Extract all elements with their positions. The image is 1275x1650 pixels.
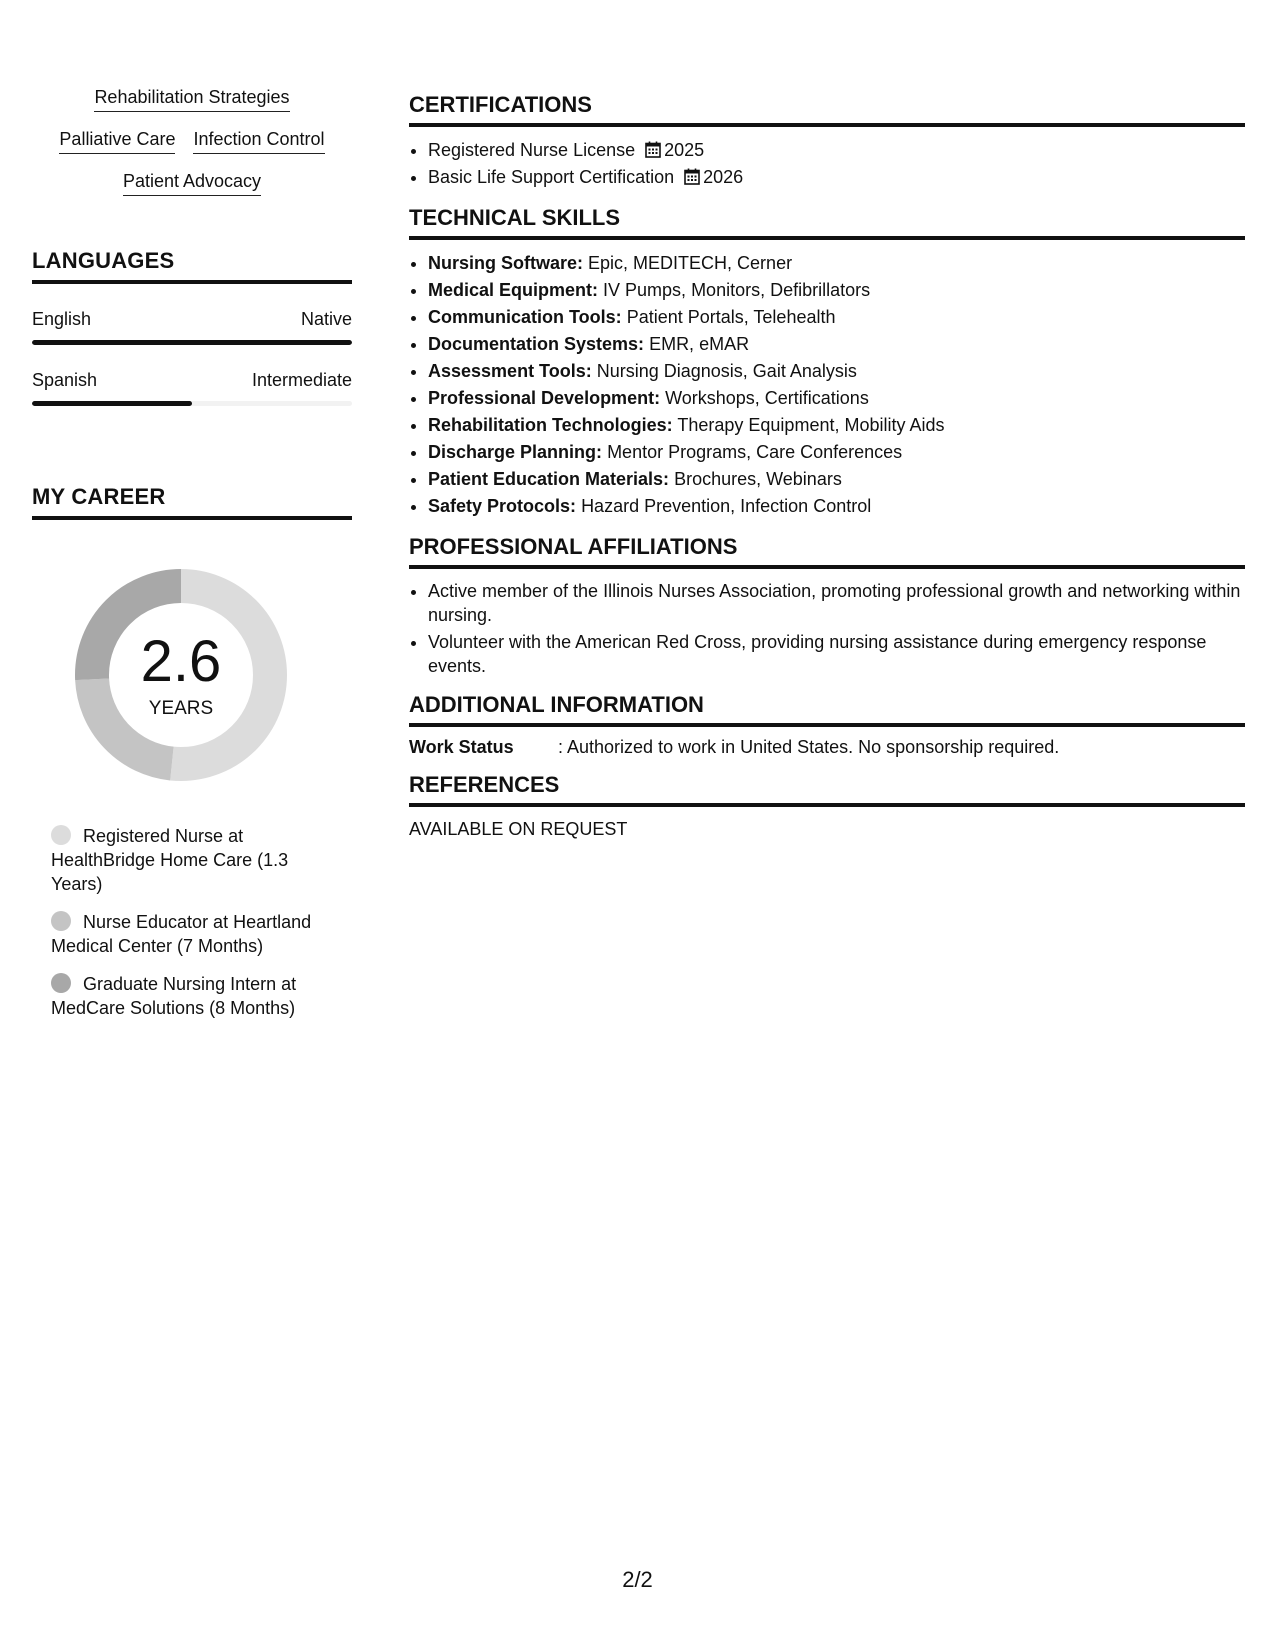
skill-item bbox=[428, 358, 1245, 385]
skill-value: EMR, eMAR bbox=[649, 334, 750, 354]
work-status-value: : Authorized to work in United States. No sponsorship required. bbox=[558, 737, 1060, 757]
certifications-heading: CERTIFICATIONS bbox=[409, 92, 1245, 127]
certification-item bbox=[428, 137, 1245, 164]
skill-key: Nursing Software: bbox=[428, 253, 584, 273]
skill-tag: Palliative Care bbox=[59, 128, 175, 154]
references-text: AVAILABLE ON REQUEST bbox=[409, 819, 628, 839]
skill-item bbox=[428, 412, 1245, 439]
language-level: Native bbox=[300, 309, 352, 329]
career-legend-label: Graduate Nursing Intern at MedCare Solutions (8 Months) bbox=[51, 974, 297, 1018]
skill-key: Safety Protocols: bbox=[428, 496, 577, 516]
calendar-icon bbox=[645, 141, 661, 158]
skill-item bbox=[428, 439, 1245, 466]
skill-key: Medical Equipment: bbox=[428, 280, 599, 300]
skill-value: Hazard Prevention, Infection Control bbox=[581, 496, 872, 516]
affiliation-item: • Volunteer with the American Red Cross, providing nursing assistance during emergency response events. bbox=[428, 630, 1245, 678]
skill-value: Workshops, Certifications bbox=[665, 388, 869, 408]
career-unit: YEARS bbox=[148, 698, 214, 719]
calendar-icon bbox=[684, 168, 700, 185]
languages-heading: LANGUAGES bbox=[32, 248, 352, 284]
language-bar bbox=[32, 340, 352, 345]
certification-year: 2026 bbox=[703, 167, 744, 187]
left-column bbox=[32, 80, 352, 1034]
skill-value: Nursing Diagnosis, Gait Analysis bbox=[596, 361, 857, 381]
skill-item bbox=[428, 304, 1245, 331]
skill-value: Mentor Programs, Care Conferences bbox=[607, 442, 903, 462]
skill-value: Therapy Equipment, Mobility Aids bbox=[677, 415, 945, 435]
language-english bbox=[32, 308, 352, 345]
skill-key: Patient Education Materials: bbox=[428, 469, 670, 489]
additional-info-section bbox=[409, 692, 1245, 758]
legend-dot bbox=[51, 911, 71, 931]
references-section bbox=[409, 772, 1245, 840]
career-legend-label: Registered Nurse at HealthBridge Home Care (1.3 Years) bbox=[51, 826, 289, 894]
career-legend-item bbox=[51, 972, 341, 1020]
skill-key: Communication Tools: bbox=[428, 307, 622, 327]
legend-dot bbox=[51, 973, 71, 993]
language-spanish bbox=[32, 369, 352, 406]
technical-skills-section bbox=[409, 205, 1245, 520]
career-donut bbox=[66, 560, 296, 790]
language-bar-fill bbox=[32, 340, 352, 345]
language-bar bbox=[32, 401, 352, 406]
language-level: Intermediate bbox=[251, 370, 352, 390]
skill-item bbox=[428, 250, 1245, 277]
career-heading: MY CAREER bbox=[32, 484, 352, 520]
skill-value: IV Pumps, Monitors, Defibrillators bbox=[603, 280, 871, 300]
legend-dot bbox=[51, 825, 71, 845]
additional-info-heading: ADDITIONAL INFORMATION bbox=[409, 692, 1245, 727]
skill-tag: Infection Control bbox=[193, 128, 324, 154]
career-total: 2.6 bbox=[140, 629, 222, 694]
skill-tag: Rehabilitation Strategies bbox=[94, 86, 289, 112]
affiliations-section bbox=[409, 534, 1245, 678]
references-heading: REFERENCES bbox=[409, 772, 1245, 807]
career-legend-item bbox=[51, 910, 341, 958]
affiliations-heading: PROFESSIONAL AFFILIATIONS bbox=[409, 534, 1245, 569]
skill-item bbox=[428, 493, 1245, 520]
affiliation-item: • Active member of the Illinois Nurses Association, promoting professional growth and networking within nursing. bbox=[428, 579, 1245, 627]
work-status-label: Work Status bbox=[409, 737, 514, 757]
work-status-row bbox=[409, 737, 1245, 758]
certification-item bbox=[428, 164, 1245, 191]
skill-key: Assessment Tools: bbox=[428, 361, 592, 381]
language-bar-fill bbox=[32, 401, 192, 406]
career-legend-label: Nurse Educator at Heartland Medical Center (7 Months) bbox=[51, 912, 312, 956]
skill-value: Patient Portals, Telehealth bbox=[626, 307, 836, 327]
career-legend bbox=[51, 824, 341, 1020]
skill-item bbox=[428, 385, 1245, 412]
skill-key: Professional Development: bbox=[428, 388, 661, 408]
right-column bbox=[409, 92, 1245, 854]
language-name: English bbox=[32, 309, 92, 329]
page-number: 2/2 bbox=[622, 1567, 653, 1592]
skill-value: Epic, MEDITECH, Cerner bbox=[588, 253, 793, 273]
career-legend-item bbox=[51, 824, 341, 896]
skill-item bbox=[428, 277, 1245, 304]
certifications-section bbox=[409, 92, 1245, 191]
language-name: Spanish bbox=[32, 370, 98, 390]
skill-key: Discharge Planning: bbox=[428, 442, 603, 462]
skill-value: Brochures, Webinars bbox=[674, 469, 842, 489]
skill-key: Documentation Systems: bbox=[428, 334, 645, 354]
certification-year: 2025 bbox=[664, 140, 705, 160]
skill-item bbox=[428, 331, 1245, 358]
skill-key: Rehabilitation Technologies: bbox=[428, 415, 673, 435]
skill-tag: Patient Advocacy bbox=[123, 170, 261, 196]
skill-item bbox=[428, 466, 1245, 493]
certification-name: Registered Nurse License bbox=[428, 140, 636, 160]
skill-tags bbox=[32, 80, 352, 196]
certification-name: Basic Life Support Certification bbox=[428, 167, 675, 187]
technical-skills-heading: TECHNICAL SKILLS bbox=[409, 205, 1245, 240]
